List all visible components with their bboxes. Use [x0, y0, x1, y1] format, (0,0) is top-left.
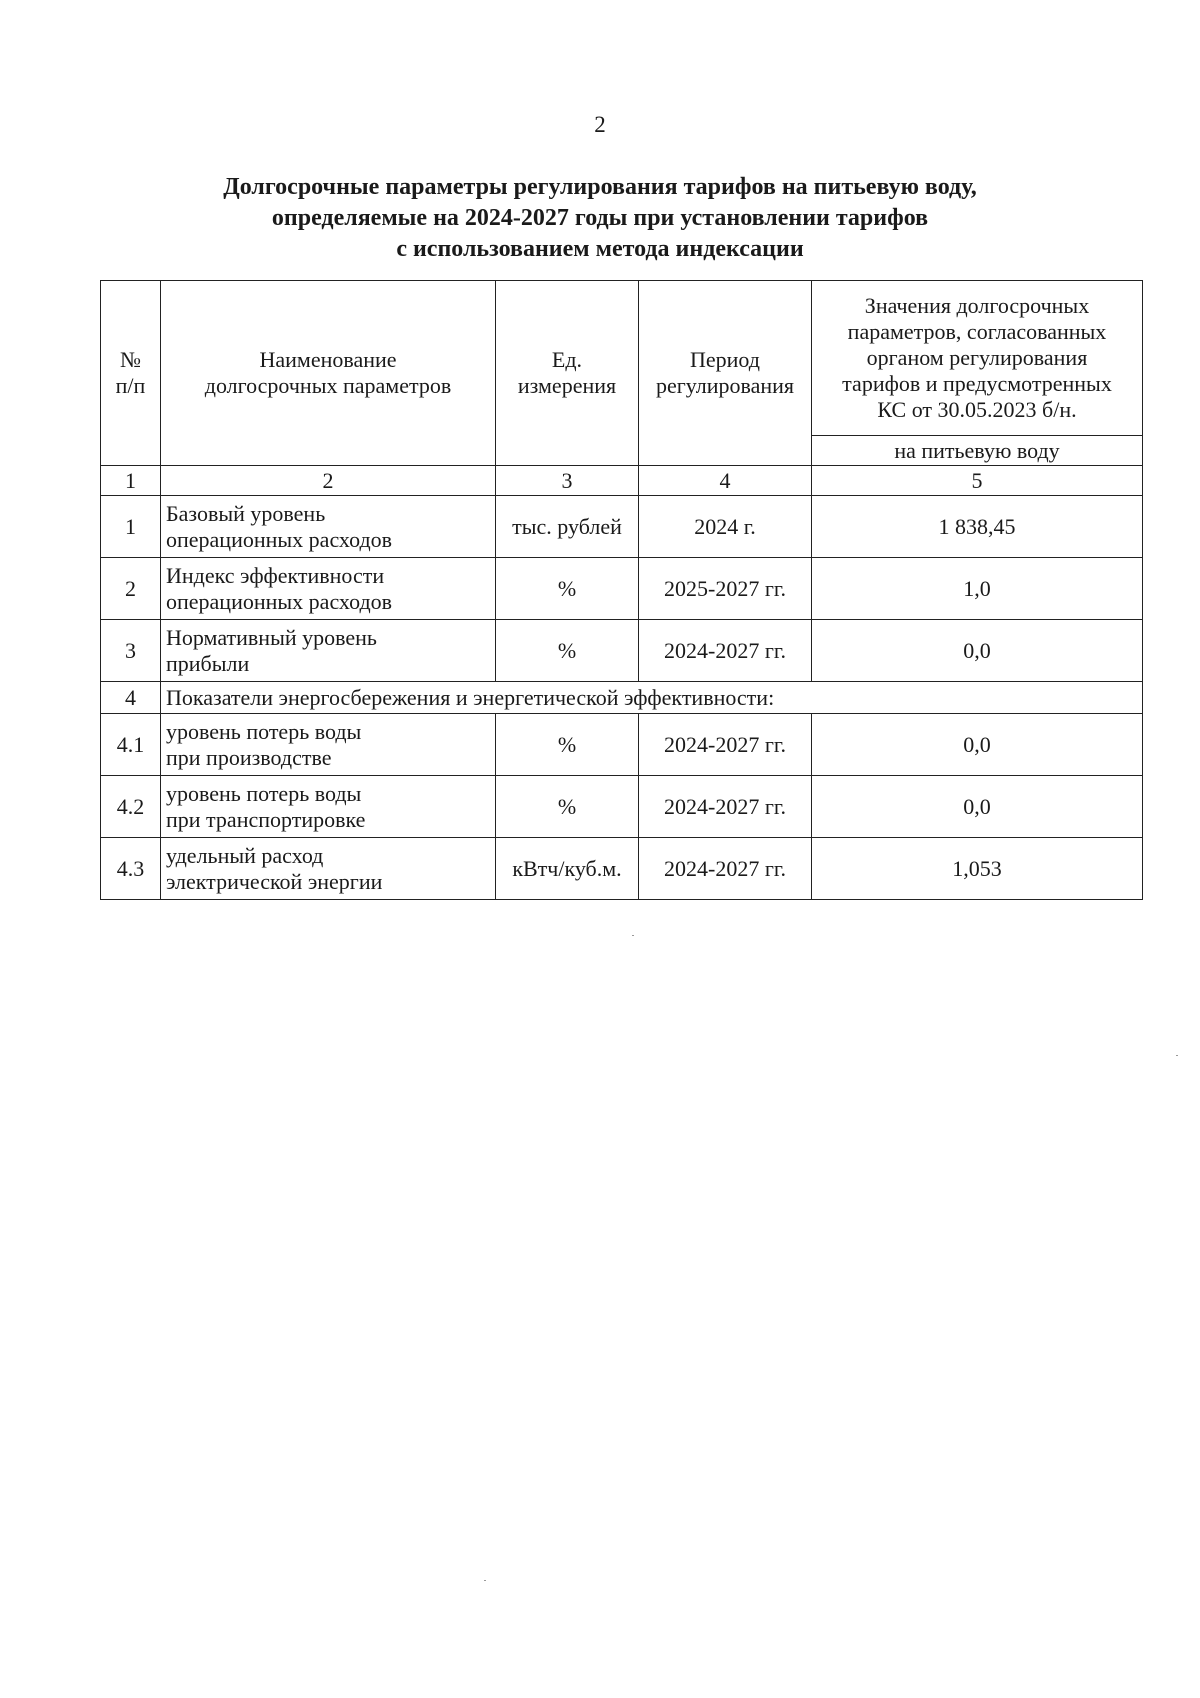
row-unit: тыс. рублей: [496, 496, 639, 558]
row-num: 3: [101, 620, 161, 682]
row-name: удельный расход электрической энергии: [161, 838, 496, 900]
row-value: 1,053: [812, 838, 1143, 900]
column-number: 2: [161, 466, 496, 496]
row-name: Базовый уровень операционных расходов: [161, 496, 496, 558]
row-num: 2: [101, 558, 161, 620]
table-row: [101, 776, 1143, 838]
table-row: [101, 838, 1143, 900]
row-value: 1,0: [812, 558, 1143, 620]
title-line-2: определяемые на 2024-2027 годы при установлении тарифов: [271, 205, 929, 231]
row-name: уровень потерь воды при производстве: [161, 714, 496, 776]
row-unit: кВтч/куб.м.: [496, 838, 639, 900]
row-period: 2024 г.: [639, 496, 812, 558]
row-period: 2024-2027 гг.: [639, 620, 812, 682]
table-row: [101, 496, 1143, 558]
row-period: 2024-2027 гг.: [639, 838, 812, 900]
column-number: 1: [101, 466, 161, 496]
column-number-row: [101, 466, 1143, 496]
row-period: 2024-2027 гг.: [639, 714, 812, 776]
column-number: 4: [639, 466, 812, 496]
header-row: [101, 281, 1143, 436]
section-num: 4: [101, 682, 161, 714]
row-unit: %: [496, 620, 639, 682]
row-value: 0,0: [812, 714, 1143, 776]
table-row: [101, 714, 1143, 776]
header-name: Наименование долгосрочных параметров: [161, 281, 496, 466]
row-period: 2024-2027 гг.: [639, 776, 812, 838]
row-unit: %: [496, 714, 639, 776]
parameters-table: [100, 280, 1143, 900]
row-value: 0,0: [812, 620, 1143, 682]
row-value: 0,0: [812, 776, 1143, 838]
scan-speck: [1176, 1055, 1178, 1056]
title-line-3: с использованием метода индексации: [396, 236, 804, 262]
row-name: уровень потерь воды при транспортировке: [161, 776, 496, 838]
row-name: Индекс эффективности операционных расходов: [161, 558, 496, 620]
header-unit: Ед. измерения: [496, 281, 639, 466]
table-row: [101, 620, 1143, 682]
row-value: 1 838,45: [812, 496, 1143, 558]
row-period: 2025-2027 гг.: [639, 558, 812, 620]
document-title: [100, 172, 1100, 265]
column-number: 5: [812, 466, 1143, 496]
row-name: Нормативный уровень прибыли: [161, 620, 496, 682]
row-unit: %: [496, 558, 639, 620]
header-num: № п/п: [101, 281, 161, 466]
column-number: 3: [496, 466, 639, 496]
section-label: Показатели энергосбережения и энергетической эффективности:: [161, 682, 1143, 714]
row-num: 4.1: [101, 714, 161, 776]
table-row: [101, 558, 1143, 620]
header-values: Значения долгосрочных параметров, согласованных органом регулирования тарифов и предусмотренных КС от 30.05.2023 б/н.: [812, 281, 1143, 436]
scan-speck: [632, 935, 634, 936]
scan-speck: [484, 1580, 486, 1581]
section-row: [101, 682, 1143, 714]
header-values-sub: на питьевую воду: [812, 436, 1143, 466]
page-number: 2: [594, 112, 606, 137]
header-period: Период регулирования: [639, 281, 812, 466]
title-line-1: Долгосрочные параметры регулирования тарифов на питьевую воду,: [223, 174, 977, 200]
row-num: 4.3: [101, 838, 161, 900]
row-unit: %: [496, 776, 639, 838]
row-num: 1: [101, 496, 161, 558]
row-num: 4.2: [101, 776, 161, 838]
